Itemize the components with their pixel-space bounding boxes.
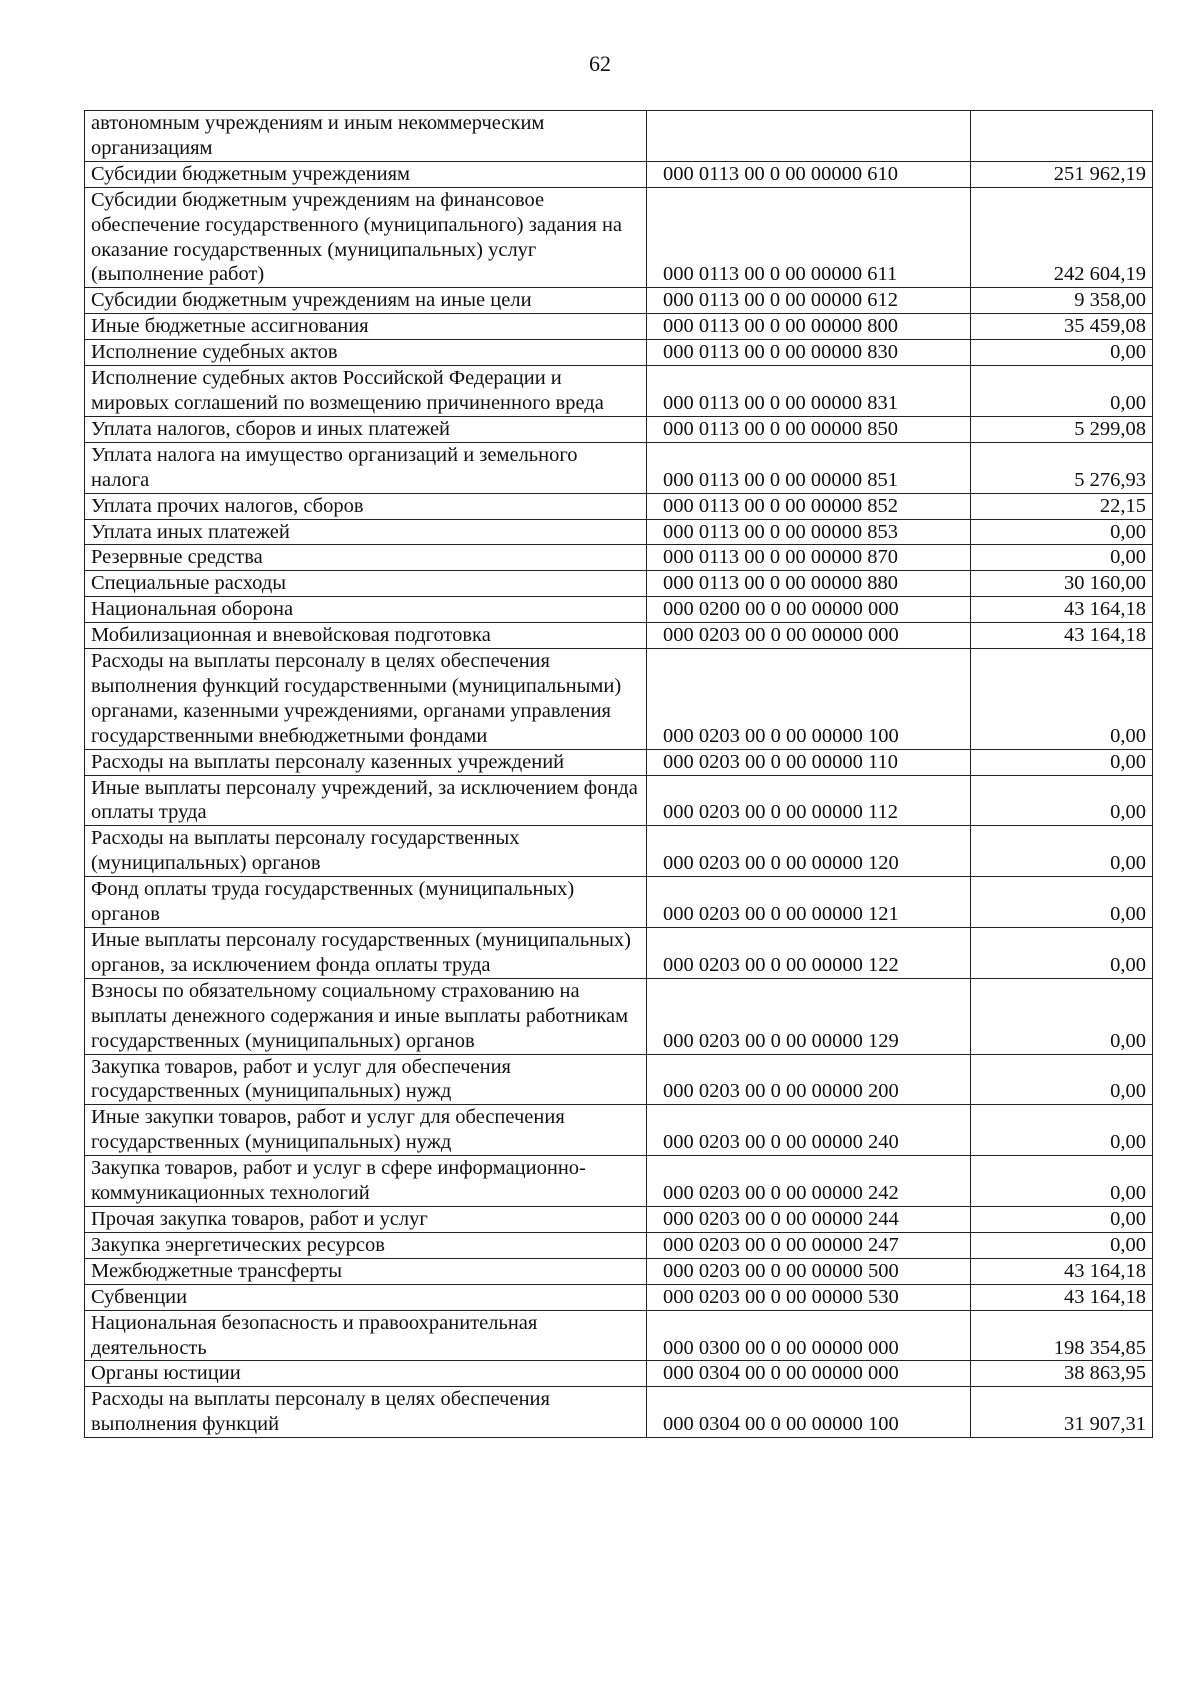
- table-row: [85, 288, 1153, 314]
- row-name-cell: Межбюджетные трансферты: [85, 1258, 647, 1284]
- row-amount-cell: 35 459,08: [971, 314, 1153, 340]
- row-code-cell: 000 0113 00 0 00 00000 852: [647, 493, 971, 519]
- budget-expenditure-table: [84, 110, 1153, 1438]
- table-row: [85, 1361, 1153, 1387]
- row-amount-cell: 0,00: [971, 545, 1153, 571]
- row-name-cell: Закупка энергетических ресурсов: [85, 1232, 647, 1258]
- row-amount-cell: 0,00: [971, 978, 1153, 1054]
- row-amount-cell: 38 863,95: [971, 1361, 1153, 1387]
- row-amount-cell: 5 276,93: [971, 442, 1153, 493]
- row-name-cell: Закупка товаров, работ и услуг для обеспечения государственных (муниципальных) нужд: [85, 1054, 647, 1105]
- table-row: [85, 366, 1153, 417]
- row-name-cell: автономным учреждениям и иным некоммерческим организациям: [85, 111, 647, 162]
- row-code-cell: 000 0203 00 0 00 00000 120: [647, 826, 971, 877]
- row-name-cell: Субвенции: [85, 1284, 647, 1310]
- row-code-cell: 000 0203 00 0 00 00000 100: [647, 649, 971, 750]
- row-name-cell: Субсидии бюджетным учреждениям на иные цели: [85, 288, 647, 314]
- row-amount-cell: 0,00: [971, 1054, 1153, 1105]
- row-amount-cell: 0,00: [971, 826, 1153, 877]
- row-amount-cell: 5 299,08: [971, 416, 1153, 442]
- row-amount-cell: 31 907,31: [971, 1387, 1153, 1438]
- row-code-cell: 000 0113 00 0 00 00000 612: [647, 288, 971, 314]
- table-row: [85, 623, 1153, 649]
- row-amount-cell: 0,00: [971, 340, 1153, 366]
- table-row: [85, 1284, 1153, 1310]
- row-name-cell: Уплата прочих налогов, сборов: [85, 493, 647, 519]
- table-row: [85, 493, 1153, 519]
- row-name-cell: Расходы на выплаты персоналу казенных учреждений: [85, 749, 647, 775]
- row-amount-cell: 43 164,18: [971, 623, 1153, 649]
- row-amount-cell: 0,00: [971, 1206, 1153, 1232]
- row-code-cell: 000 0113 00 0 00 00000 611: [647, 187, 971, 288]
- row-amount-cell: 0,00: [971, 649, 1153, 750]
- row-code-cell: 000 0113 00 0 00 00000 800: [647, 314, 971, 340]
- row-amount-cell: 0,00: [971, 519, 1153, 545]
- row-amount-cell: 0,00: [971, 366, 1153, 417]
- row-name-cell: Специальные расходы: [85, 571, 647, 597]
- table-row: [85, 1156, 1153, 1207]
- row-code-cell: 000 0113 00 0 00 00000 610: [647, 161, 971, 187]
- row-code-cell: 000 0113 00 0 00 00000 853: [647, 519, 971, 545]
- table-row: [85, 314, 1153, 340]
- table-row: [85, 519, 1153, 545]
- row-name-cell: Национальная оборона: [85, 597, 647, 623]
- table-row: [85, 340, 1153, 366]
- page-number: 62: [589, 51, 611, 76]
- row-amount-cell: 30 160,00: [971, 571, 1153, 597]
- table-row: [85, 877, 1153, 928]
- row-name-cell: Расходы на выплаты персоналу в целях обеспечения выполнения функций государственными (муниципальными) органами, казенными учреждениями, органами управления государственными внебюджетными фондами: [85, 649, 647, 750]
- row-amount-cell: 251 962,19: [971, 161, 1153, 187]
- row-code-cell: 000 0203 00 0 00 00000 110: [647, 749, 971, 775]
- table-row: [85, 111, 1153, 162]
- row-amount-cell: [971, 111, 1153, 162]
- row-amount-cell: 9 358,00: [971, 288, 1153, 314]
- row-name-cell: Уплата налога на имущество организаций и земельного налога: [85, 442, 647, 493]
- row-code-cell: 000 0203 00 0 00 00000 122: [647, 928, 971, 979]
- row-amount-cell: 0,00: [971, 877, 1153, 928]
- table-row: [85, 571, 1153, 597]
- row-name-cell: Мобилизационная и вневойсковая подготовка: [85, 623, 647, 649]
- row-amount-cell: 0,00: [971, 928, 1153, 979]
- table-row: [85, 826, 1153, 877]
- table-row: [85, 1105, 1153, 1156]
- row-name-cell: Закупка товаров, работ и услуг в сфере информационно-коммуникационных технологий: [85, 1156, 647, 1207]
- table-row: [85, 749, 1153, 775]
- row-amount-cell: 43 164,18: [971, 1284, 1153, 1310]
- table-row: [85, 775, 1153, 826]
- row-name-cell: Расходы на выплаты персоналу в целях обеспечения выполнения функций: [85, 1387, 647, 1438]
- row-code-cell: 000 0300 00 0 00 00000 000: [647, 1310, 971, 1361]
- row-code-cell: 000 0203 00 0 00 00000 244: [647, 1206, 971, 1232]
- row-code-cell: 000 0113 00 0 00 00000 830: [647, 340, 971, 366]
- row-name-cell: Субсидии бюджетным учреждениям на финансовое обеспечение государственного (муниципального) задания на оказание государственных (муниципальных) услуг (выполнение работ): [85, 187, 647, 288]
- table-row: [85, 1232, 1153, 1258]
- table-row: [85, 1206, 1153, 1232]
- row-code-cell: 000 0203 00 0 00 00000 247: [647, 1232, 971, 1258]
- row-code-cell: 000 0113 00 0 00 00000 880: [647, 571, 971, 597]
- row-amount-cell: 0,00: [971, 749, 1153, 775]
- table-row: [85, 442, 1153, 493]
- row-name-cell: Уплата налогов, сборов и иных платежей: [85, 416, 647, 442]
- row-name-cell: Взносы по обязательному социальному страхованию на выплаты денежного содержания и иные выплаты работникам государственных (муниципальных) органов: [85, 978, 647, 1054]
- row-code-cell: 000 0203 00 0 00 00000 200: [647, 1054, 971, 1105]
- row-name-cell: Уплата иных платежей: [85, 519, 647, 545]
- table-row: [85, 649, 1153, 750]
- table-row: [85, 597, 1153, 623]
- row-name-cell: Иные закупки товаров, работ и услуг для обеспечения государственных (муниципальных) нужд: [85, 1105, 647, 1156]
- row-name-cell: Расходы на выплаты персоналу государственных (муниципальных) органов: [85, 826, 647, 877]
- row-amount-cell: 0,00: [971, 1156, 1153, 1207]
- table-row: [85, 187, 1153, 288]
- row-amount-cell: 198 354,85: [971, 1310, 1153, 1361]
- table-row: [85, 1258, 1153, 1284]
- row-code-cell: 000 0203 00 0 00 00000 242: [647, 1156, 971, 1207]
- row-code-cell: 000 0203 00 0 00 00000 129: [647, 978, 971, 1054]
- row-amount-cell: 0,00: [971, 775, 1153, 826]
- table-row: [85, 1310, 1153, 1361]
- row-code-cell: 000 0203 00 0 00 00000 500: [647, 1258, 971, 1284]
- row-name-cell: Национальная безопасность и правоохранительная деятельность: [85, 1310, 647, 1361]
- row-amount-cell: 0,00: [971, 1232, 1153, 1258]
- row-code-cell: 000 0203 00 0 00 00000 112: [647, 775, 971, 826]
- row-code-cell: 000 0113 00 0 00 00000 831: [647, 366, 971, 417]
- table-row: [85, 161, 1153, 187]
- table-row: [85, 928, 1153, 979]
- row-name-cell: Иные выплаты персоналу учреждений, за исключением фонда оплаты труда: [85, 775, 647, 826]
- table-row: [85, 1387, 1153, 1438]
- row-amount-cell: 0,00: [971, 1105, 1153, 1156]
- row-code-cell: 000 0200 00 0 00 00000 000: [647, 597, 971, 623]
- table-row: [85, 416, 1153, 442]
- row-code-cell: 000 0113 00 0 00 00000 870: [647, 545, 971, 571]
- row-name-cell: Исполнение судебных актов: [85, 340, 647, 366]
- row-code-cell: 000 0304 00 0 00 00000 100: [647, 1387, 971, 1438]
- table-body: [85, 111, 1153, 1438]
- table-row: [85, 545, 1153, 571]
- row-name-cell: Фонд оплаты труда государственных (муниципальных) органов: [85, 877, 647, 928]
- row-code-cell: [647, 111, 971, 162]
- row-amount-cell: 242 604,19: [971, 187, 1153, 288]
- row-code-cell: 000 0304 00 0 00 00000 000: [647, 1361, 971, 1387]
- row-name-cell: Иные выплаты персоналу государственных (муниципальных) органов, за исключением фонда оплаты труда: [85, 928, 647, 979]
- row-name-cell: Органы юстиции: [85, 1361, 647, 1387]
- row-code-cell: 000 0203 00 0 00 00000 000: [647, 623, 971, 649]
- row-name-cell: Резервные средства: [85, 545, 647, 571]
- row-code-cell: 000 0203 00 0 00 00000 530: [647, 1284, 971, 1310]
- row-code-cell: 000 0113 00 0 00 00000 851: [647, 442, 971, 493]
- row-amount-cell: 22,15: [971, 493, 1153, 519]
- row-name-cell: Иные бюджетные ассигнования: [85, 314, 647, 340]
- row-code-cell: 000 0203 00 0 00 00000 121: [647, 877, 971, 928]
- row-name-cell: Исполнение судебных актов Российской Федерации и мировых соглашений по возмещению причиненного вреда: [85, 366, 647, 417]
- row-name-cell: Прочая закупка товаров, работ и услуг: [85, 1206, 647, 1232]
- table-row: [85, 978, 1153, 1054]
- row-code-cell: 000 0113 00 0 00 00000 850: [647, 416, 971, 442]
- table-row: [85, 1054, 1153, 1105]
- row-amount-cell: 43 164,18: [971, 597, 1153, 623]
- row-code-cell: 000 0203 00 0 00 00000 240: [647, 1105, 971, 1156]
- row-name-cell: Субсидии бюджетным учреждениям: [85, 161, 647, 187]
- row-amount-cell: 43 164,18: [971, 1258, 1153, 1284]
